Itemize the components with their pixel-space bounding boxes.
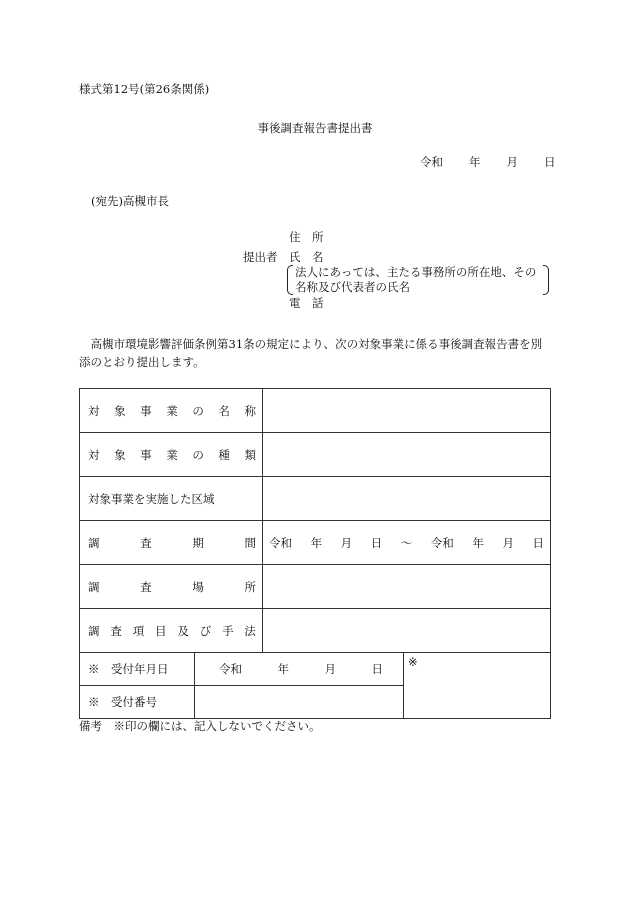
receipt-date-parts (195, 661, 403, 677)
body-text: 高槻市環境影響評価条例第31条の規定により、次の対象事業に係る事後調査報告書を別添のとおり提出します。 (79, 337, 543, 369)
row-label-char: 期 (192, 535, 204, 550)
period-part: 年 (310, 535, 323, 550)
row-value-cell[interactable] (263, 433, 551, 477)
submitter-note-text (295, 265, 536, 295)
receipt-date-label-cell (80, 653, 195, 686)
row-label-char: 査 (110, 623, 122, 638)
report-table (79, 388, 551, 653)
row-label (88, 447, 256, 463)
row-label-char: 調 (88, 623, 100, 638)
row-label-char: 法 (244, 623, 256, 638)
date-year: 年 (469, 155, 481, 169)
row-label-char: 間 (244, 535, 256, 550)
period-part: 日 (370, 535, 383, 550)
row-label-char: 査 (140, 535, 152, 550)
row-label-char: 象 (114, 403, 126, 418)
office-use-mark: ※ (408, 655, 418, 669)
row-label-char: 対 (88, 447, 100, 462)
left-bracket (287, 265, 293, 295)
table-row (80, 477, 551, 521)
row-label (88, 579, 256, 595)
row-label-char: 対 (88, 403, 100, 418)
row-label-char: 所 (244, 579, 256, 594)
date-era: 令和 (420, 155, 443, 169)
row-label-char: の (192, 447, 204, 462)
remarks-note: 備考 ※印の欄には、記入しないでください。 (79, 719, 321, 733)
receipt-year: 年 (277, 662, 289, 676)
row-value-cell[interactable] (263, 389, 551, 433)
receipt-table (79, 652, 551, 719)
form-number: 様式第12号(第26条関係) (79, 82, 210, 96)
row-value-cell[interactable] (263, 477, 551, 521)
row-label-char: 調 (88, 535, 100, 550)
row-label-cell (80, 609, 263, 653)
row-label-char: 象 (114, 447, 126, 462)
row-label (88, 403, 256, 419)
submitter-note (287, 265, 549, 295)
receipt-number-label: ※ 受付番号 (88, 695, 157, 709)
row-label-char: 事 (140, 403, 152, 418)
row-label-char: 名 (218, 403, 230, 418)
table-row (80, 565, 551, 609)
row-label-char: 及 (177, 623, 189, 638)
row-label-cell (80, 565, 263, 609)
submitter-name-label: 氏 名 (289, 250, 324, 264)
row-label-char: 項 (132, 623, 145, 638)
receipt-day: 日 (371, 662, 383, 676)
submitter-note-line2: 名称及び代表者の氏名 (295, 280, 410, 294)
receipt-date-label: ※ 受付年月日 (88, 662, 169, 676)
row-label-char: 場 (192, 579, 204, 594)
table-row (80, 609, 551, 653)
row-value-cell[interactable] (263, 609, 551, 653)
row-value-cell[interactable] (263, 565, 551, 609)
survey-period (263, 535, 550, 551)
table-row (80, 389, 551, 433)
table-row (80, 521, 551, 565)
period-part: 令和 (269, 535, 292, 550)
receipt-era: 令和 (219, 662, 242, 676)
row-label-char: 事 (140, 447, 152, 462)
row-label-char: 称 (244, 403, 256, 418)
period-part: 月 (502, 535, 514, 550)
row-label (88, 491, 256, 507)
period-part: 令和 (430, 535, 454, 550)
period-part: 日 (532, 535, 544, 550)
table-row (80, 433, 551, 477)
addressee: (宛先)高槻市長 (91, 194, 169, 208)
row-label (88, 623, 256, 639)
period-part: 〜 (400, 535, 413, 550)
submission-date (420, 155, 556, 170)
submitter-note-line1: 法人にあっては、主たる事務所の所在地、その (295, 265, 537, 279)
right-bracket (543, 265, 549, 295)
row-label-char: 業 (166, 447, 178, 462)
row-label-char: 業 (166, 403, 178, 418)
office-use-cell[interactable] (404, 653, 551, 719)
row-label (88, 535, 256, 551)
row-value-cell[interactable] (263, 521, 551, 565)
row-label-cell (80, 433, 263, 477)
period-part: 年 (472, 535, 484, 550)
date-month: 月 (506, 155, 518, 169)
row-label-char: 調 (88, 579, 100, 594)
row-label-char: 種 (218, 447, 230, 462)
document-title: 事後調査報告書提出書 (257, 121, 373, 135)
row-label-cell (80, 389, 263, 433)
date-day: 日 (544, 155, 556, 169)
receipt-month: 月 (324, 662, 336, 676)
period-part: 月 (340, 535, 353, 550)
submitter-phone-label: 電 話 (289, 296, 324, 310)
row-label-cell (80, 477, 263, 521)
submitter-label: 提出者 (243, 250, 278, 264)
receipt-date-cell[interactable] (195, 653, 404, 686)
row-label-char: 査 (140, 579, 152, 594)
row-label-char: 類 (244, 447, 256, 462)
row-label-char: び (199, 623, 212, 638)
row-label-char: の (192, 403, 204, 418)
receipt-number-cell[interactable] (195, 686, 404, 719)
row-label-char: 手 (222, 623, 234, 638)
row-label-cell (80, 521, 263, 565)
submitter-address-label: 住 所 (289, 230, 324, 244)
row-label-char: 対象事業を実施した区域 (88, 491, 215, 506)
row-label-char: 目 (155, 623, 167, 638)
receipt-number-label-cell (80, 686, 195, 719)
